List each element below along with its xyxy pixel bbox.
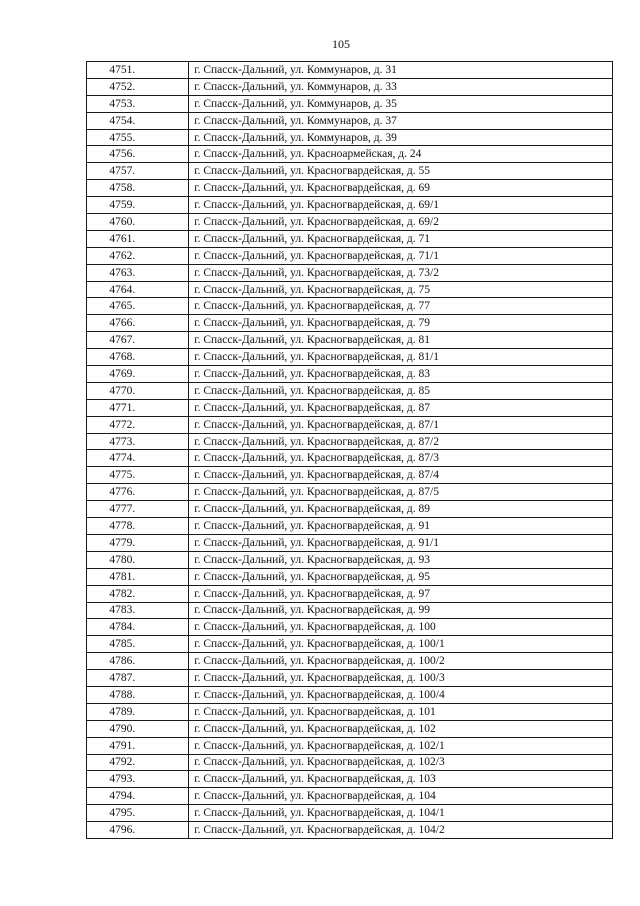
table-row [87, 788, 613, 805]
row-number: 4752. [87, 78, 189, 95]
table-row [87, 366, 613, 383]
row-number: 4791. [87, 737, 189, 754]
row-number: 4769. [87, 366, 189, 383]
table-row [87, 602, 613, 619]
row-number: 4796. [87, 822, 189, 839]
row-address: г. Спасск-Дальний, ул. Красногвардейская, д. 87/3 [189, 450, 613, 467]
table-row [87, 653, 613, 670]
row-address: г. Спасск-Дальний, ул. Красногвардейская, д. 104/1 [189, 805, 613, 822]
row-number: 4775. [87, 467, 189, 484]
table-row [87, 247, 613, 264]
table-row [87, 568, 613, 585]
table-row [87, 349, 613, 366]
row-number: 4778. [87, 518, 189, 535]
row-number: 4786. [87, 653, 189, 670]
row-address: г. Спасск-Дальний, ул. Красногвардейская, д. 85 [189, 382, 613, 399]
table-row [87, 332, 613, 349]
row-number: 4781. [87, 568, 189, 585]
row-number: 4777. [87, 501, 189, 518]
row-address: г. Спасск-Дальний, ул. Красногвардейская, д. 100/3 [189, 670, 613, 687]
row-address: г. Спасск-Дальний, ул. Красногвардейская, д. 102 [189, 720, 613, 737]
row-address: г. Спасск-Дальний, ул. Красноармейская, д. 24 [189, 146, 613, 163]
row-number: 4771. [87, 399, 189, 416]
row-number: 4762. [87, 247, 189, 264]
table-row [87, 264, 613, 281]
table-row [87, 146, 613, 163]
row-number: 4790. [87, 720, 189, 737]
row-number: 4788. [87, 686, 189, 703]
row-address: г. Спасск-Дальний, ул. Красногвардейская, д. 104/2 [189, 822, 613, 839]
table-row [87, 518, 613, 535]
row-number: 4774. [87, 450, 189, 467]
table-row [87, 703, 613, 720]
row-number: 4773. [87, 433, 189, 450]
row-number: 4770. [87, 382, 189, 399]
row-address: г. Спасск-Дальний, ул. Красногвардейская, д. 87/4 [189, 467, 613, 484]
row-number: 4763. [87, 264, 189, 281]
row-address: г. Спасск-Дальний, ул. Красногвардейская, д. 104 [189, 788, 613, 805]
row-address: г. Спасск-Дальний, ул. Коммунаров, д. 31 [189, 62, 613, 79]
row-number: 4783. [87, 602, 189, 619]
table-row [87, 112, 613, 129]
row-address: г. Спасск-Дальний, ул. Красногвардейская, д. 73/2 [189, 264, 613, 281]
row-number: 4761. [87, 230, 189, 247]
table-row [87, 433, 613, 450]
row-address: г. Спасск-Дальний, ул. Красногвардейская, д. 81/1 [189, 349, 613, 366]
row-address: г. Спасск-Дальний, ул. Красногвардейская, д. 89 [189, 501, 613, 518]
row-number: 4764. [87, 281, 189, 298]
row-number: 4784. [87, 619, 189, 636]
table-row [87, 129, 613, 146]
table-row [87, 416, 613, 433]
table-row [87, 78, 613, 95]
row-address: г. Спасск-Дальний, ул. Коммунаров, д. 33 [189, 78, 613, 95]
table-row [87, 163, 613, 180]
row-number: 4757. [87, 163, 189, 180]
row-address: г. Спасск-Дальний, ул. Красногвардейская, д. 102/3 [189, 754, 613, 771]
row-number: 4787. [87, 670, 189, 687]
table-row [87, 281, 613, 298]
table-row [87, 805, 613, 822]
row-number: 4782. [87, 585, 189, 602]
row-address: г. Спасск-Дальний, ул. Красногвардейская, д. 71 [189, 230, 613, 247]
table-row [87, 315, 613, 332]
row-address: г. Спасск-Дальний, ул. Красногвардейская, д. 100/2 [189, 653, 613, 670]
row-address: г. Спасск-Дальний, ул. Красногвардейская, д. 87/1 [189, 416, 613, 433]
table-row [87, 501, 613, 518]
row-address: г. Спасск-Дальний, ул. Красногвардейская, д. 55 [189, 163, 613, 180]
table-row [87, 771, 613, 788]
row-address: г. Спасск-Дальний, ул. Красногвардейская, д. 91 [189, 518, 613, 535]
row-address: г. Спасск-Дальний, ул. Красногвардейская, д. 69/1 [189, 197, 613, 214]
table-row [87, 534, 613, 551]
row-address: г. Спасск-Дальний, ул. Красногвардейская, д. 87 [189, 399, 613, 416]
row-number: 4766. [87, 315, 189, 332]
row-address: г. Спасск-Дальний, ул. Красногвардейская, д. 71/1 [189, 247, 613, 264]
row-number: 4753. [87, 95, 189, 112]
table-row [87, 670, 613, 687]
row-number: 4795. [87, 805, 189, 822]
row-address: г. Спасск-Дальний, ул. Красногвардейская, д. 103 [189, 771, 613, 788]
table-row [87, 551, 613, 568]
row-number: 4755. [87, 129, 189, 146]
row-address: г. Спасск-Дальний, ул. Красногвардейская, д. 95 [189, 568, 613, 585]
table-row [87, 298, 613, 315]
table-row [87, 180, 613, 197]
table-row [87, 197, 613, 214]
row-address: г. Спасск-Дальний, ул. Красногвардейская, д. 100/4 [189, 686, 613, 703]
row-number: 4756. [87, 146, 189, 163]
row-address: г. Спасск-Дальний, ул. Красногвардейская, д. 83 [189, 366, 613, 383]
table-row [87, 754, 613, 771]
row-address: г. Спасск-Дальний, ул. Красногвардейская, д. 79 [189, 315, 613, 332]
row-number: 4754. [87, 112, 189, 129]
row-address: г. Спасск-Дальний, ул. Красногвардейская, д. 101 [189, 703, 613, 720]
row-number: 4776. [87, 484, 189, 501]
row-number: 4794. [87, 788, 189, 805]
row-address: г. Спасск-Дальний, ул. Красногвардейская, д. 69 [189, 180, 613, 197]
row-number: 4751. [87, 62, 189, 79]
table-row [87, 450, 613, 467]
row-number: 4793. [87, 771, 189, 788]
table-row [87, 62, 613, 79]
row-address: г. Спасск-Дальний, ул. Красногвардейская, д. 77 [189, 298, 613, 315]
row-address: г. Спасск-Дальний, ул. Красногвардейская, д. 97 [189, 585, 613, 602]
table-row [87, 399, 613, 416]
row-address: г. Спасск-Дальний, ул. Красногвардейская, д. 75 [189, 281, 613, 298]
table-row [87, 619, 613, 636]
row-address: г. Спасск-Дальний, ул. Коммунаров, д. 37 [189, 112, 613, 129]
row-address: г. Спасск-Дальний, ул. Красногвардейская, д. 91/1 [189, 534, 613, 551]
table-row [87, 686, 613, 703]
row-number: 4767. [87, 332, 189, 349]
row-address: г. Спасск-Дальний, ул. Красногвардейская, д. 87/2 [189, 433, 613, 450]
table-row [87, 822, 613, 839]
table-row [87, 230, 613, 247]
row-number: 4780. [87, 551, 189, 568]
table-row [87, 95, 613, 112]
row-address: г. Спасск-Дальний, ул. Красногвардейская, д. 81 [189, 332, 613, 349]
row-number: 4768. [87, 349, 189, 366]
table-row [87, 484, 613, 501]
row-address: г. Спасск-Дальний, ул. Красногвардейская, д. 100/1 [189, 636, 613, 653]
address-table-body [87, 62, 613, 839]
row-address: г. Спасск-Дальний, ул. Красногвардейская, д. 99 [189, 602, 613, 619]
row-number: 4760. [87, 214, 189, 231]
row-address: г. Спасск-Дальний, ул. Красногвардейская, д. 100 [189, 619, 613, 636]
table-row [87, 720, 613, 737]
row-number: 4772. [87, 416, 189, 433]
row-address: г. Спасск-Дальний, ул. Коммунаров, д. 39 [189, 129, 613, 146]
row-number: 4779. [87, 534, 189, 551]
table-row [87, 467, 613, 484]
row-number: 4792. [87, 754, 189, 771]
row-number: 4785. [87, 636, 189, 653]
table-row [87, 382, 613, 399]
row-number: 4759. [87, 197, 189, 214]
table-row [87, 737, 613, 754]
table-row [87, 636, 613, 653]
table-row [87, 214, 613, 231]
row-address: г. Спасск-Дальний, ул. Красногвардейская, д. 87/5 [189, 484, 613, 501]
table-row [87, 585, 613, 602]
row-address: г. Спасск-Дальний, ул. Коммунаров, д. 35 [189, 95, 613, 112]
row-address: г. Спасск-Дальний, ул. Красногвардейская, д. 93 [189, 551, 613, 568]
row-number: 4789. [87, 703, 189, 720]
row-number: 4765. [87, 298, 189, 315]
page-number: 105 [332, 37, 350, 51]
address-table [86, 61, 613, 839]
row-number: 4758. [87, 180, 189, 197]
row-address: г. Спасск-Дальний, ул. Красногвардейская, д. 102/1 [189, 737, 613, 754]
row-address: г. Спасск-Дальний, ул. Красногвардейская, д. 69/2 [189, 214, 613, 231]
